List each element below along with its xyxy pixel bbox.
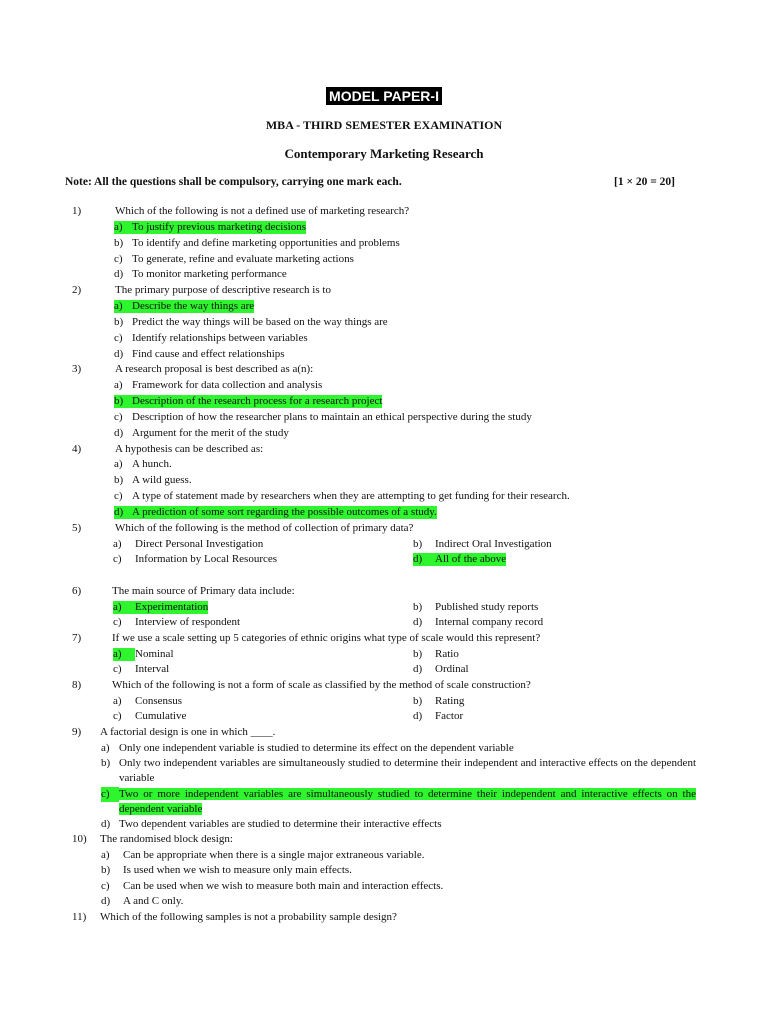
- option: b) Indirect Oral Investigation: [413, 538, 552, 550]
- question-number: 7): [72, 632, 82, 644]
- option: c) Cumulative: [113, 710, 187, 722]
- option: d) Find cause and effect relationships: [114, 348, 285, 360]
- option: a) Only one independent variable is studied to determine its effect on the dependent variable: [101, 742, 514, 754]
- option: b) Is used when we wish to measure only main effects.: [101, 864, 352, 876]
- question-number: 11): [72, 911, 87, 923]
- question-number: 5): [72, 522, 82, 534]
- option: a) Direct Personal Investigation: [113, 538, 264, 550]
- option: c) Interview of respondent: [113, 616, 241, 628]
- question-text: If we use a scale setting up 5 categories of ethnic origins what type of scale would this represent?: [112, 632, 541, 644]
- paper-title: MODEL PAPER-I: [326, 87, 442, 105]
- option-correct: a) To justify previous marketing decisions: [114, 221, 306, 233]
- subject-title: Contemporary Marketing Research: [284, 146, 484, 161]
- option: b) To identify and define marketing opportunities and problems: [114, 237, 400, 249]
- option-correct: a) Describe the way things are: [114, 300, 255, 312]
- option: c) Can be used when we wish to measure both main and interaction effects.: [101, 880, 444, 892]
- question-text: A hypothesis can be described as:: [115, 443, 264, 455]
- option: d) Argument for the merit of the study: [114, 427, 289, 439]
- option: d) Internal company record: [413, 616, 544, 628]
- question-text: The main source of Primary data include:: [112, 585, 295, 597]
- option: a) A hunch.: [114, 458, 172, 470]
- option: a) Consensus: [113, 695, 183, 707]
- option-correct: a) Nominal: [113, 648, 174, 660]
- option: c) Information by Local Resources: [113, 553, 278, 565]
- option-correct: c) Two or more independent variables are simultaneously studied to determine their independent and interactive effects on the dependent variable: [101, 788, 696, 815]
- option: b) A wild guess.: [114, 474, 192, 486]
- option: a) Framework for data collection and analysis: [114, 379, 323, 391]
- question-text: A factorial design is one in which ____.: [100, 726, 276, 738]
- option: b) Ratio: [413, 648, 459, 660]
- option: c) A type of statement made by researchers when they are attempting to get funding for their research.: [114, 490, 570, 502]
- option: b) Predict the way things will be based on the way things are: [114, 316, 388, 328]
- question-text: Which of the following is the method of collection of primary data?: [115, 522, 414, 534]
- option: b) Published study reports: [413, 601, 539, 613]
- question-text: Which of the following is not a form of scale as classified by the method of scale construction?: [112, 679, 531, 691]
- question-number: 3): [72, 363, 82, 375]
- option: a) Can be appropriate when there is a single major extraneous variable.: [101, 849, 425, 861]
- marks-allocation: [1 × 20 = 20]: [614, 176, 676, 188]
- option-correct: a) Experimentation: [113, 601, 209, 613]
- option: b) Rating: [413, 695, 465, 707]
- question-text: Which of the following is not a defined use of marketing research?: [115, 205, 410, 217]
- option: d) Factor: [413, 710, 464, 722]
- option: d) Ordinal: [413, 663, 469, 675]
- option: c) Identify relationships between variables: [114, 332, 308, 344]
- instructions-note: Note: All the questions shall be compulsory, carrying one mark each.: [65, 176, 402, 188]
- option: d) To monitor marketing performance: [114, 268, 287, 280]
- option: d) A and C only.: [101, 895, 184, 907]
- question-number: 9): [72, 726, 82, 738]
- question-text: Which of the following samples is not a probability sample design?: [100, 911, 397, 923]
- option-correct: b) Description of the research process for a research project: [114, 395, 383, 407]
- question-number: 6): [72, 585, 82, 597]
- option: c) Interval: [113, 663, 170, 675]
- option-correct: d) A prediction of some sort regarding the possible outcomes of a study.: [114, 506, 437, 518]
- option: b) Only two independent variables are simultaneously studied to determine their independent and interactive effects on the dependent variable: [101, 757, 696, 784]
- option-correct: d) All of the above: [413, 553, 507, 565]
- question-number: 4): [72, 443, 82, 455]
- question-number: 8): [72, 679, 82, 691]
- question-number: 2): [72, 284, 82, 296]
- exam-name: MBA - THIRD SEMESTER EXAMINATION: [265, 118, 503, 132]
- option: d) Two dependent variables are studied to determine their interactive effects: [101, 818, 442, 830]
- question-text: The randomised block design:: [100, 833, 233, 845]
- option: c) To generate, refine and evaluate marketing actions: [114, 253, 354, 265]
- question-number: 10): [72, 833, 87, 845]
- question-text: A research proposal is best described as a(n):: [115, 363, 314, 375]
- header: [0, 87, 768, 106]
- option: c) Description of how the researcher plans to maintain an ethical perspective during the study: [114, 411, 532, 423]
- question-number: 1): [72, 205, 82, 217]
- question-text: The primary purpose of descriptive research is to: [115, 284, 331, 296]
